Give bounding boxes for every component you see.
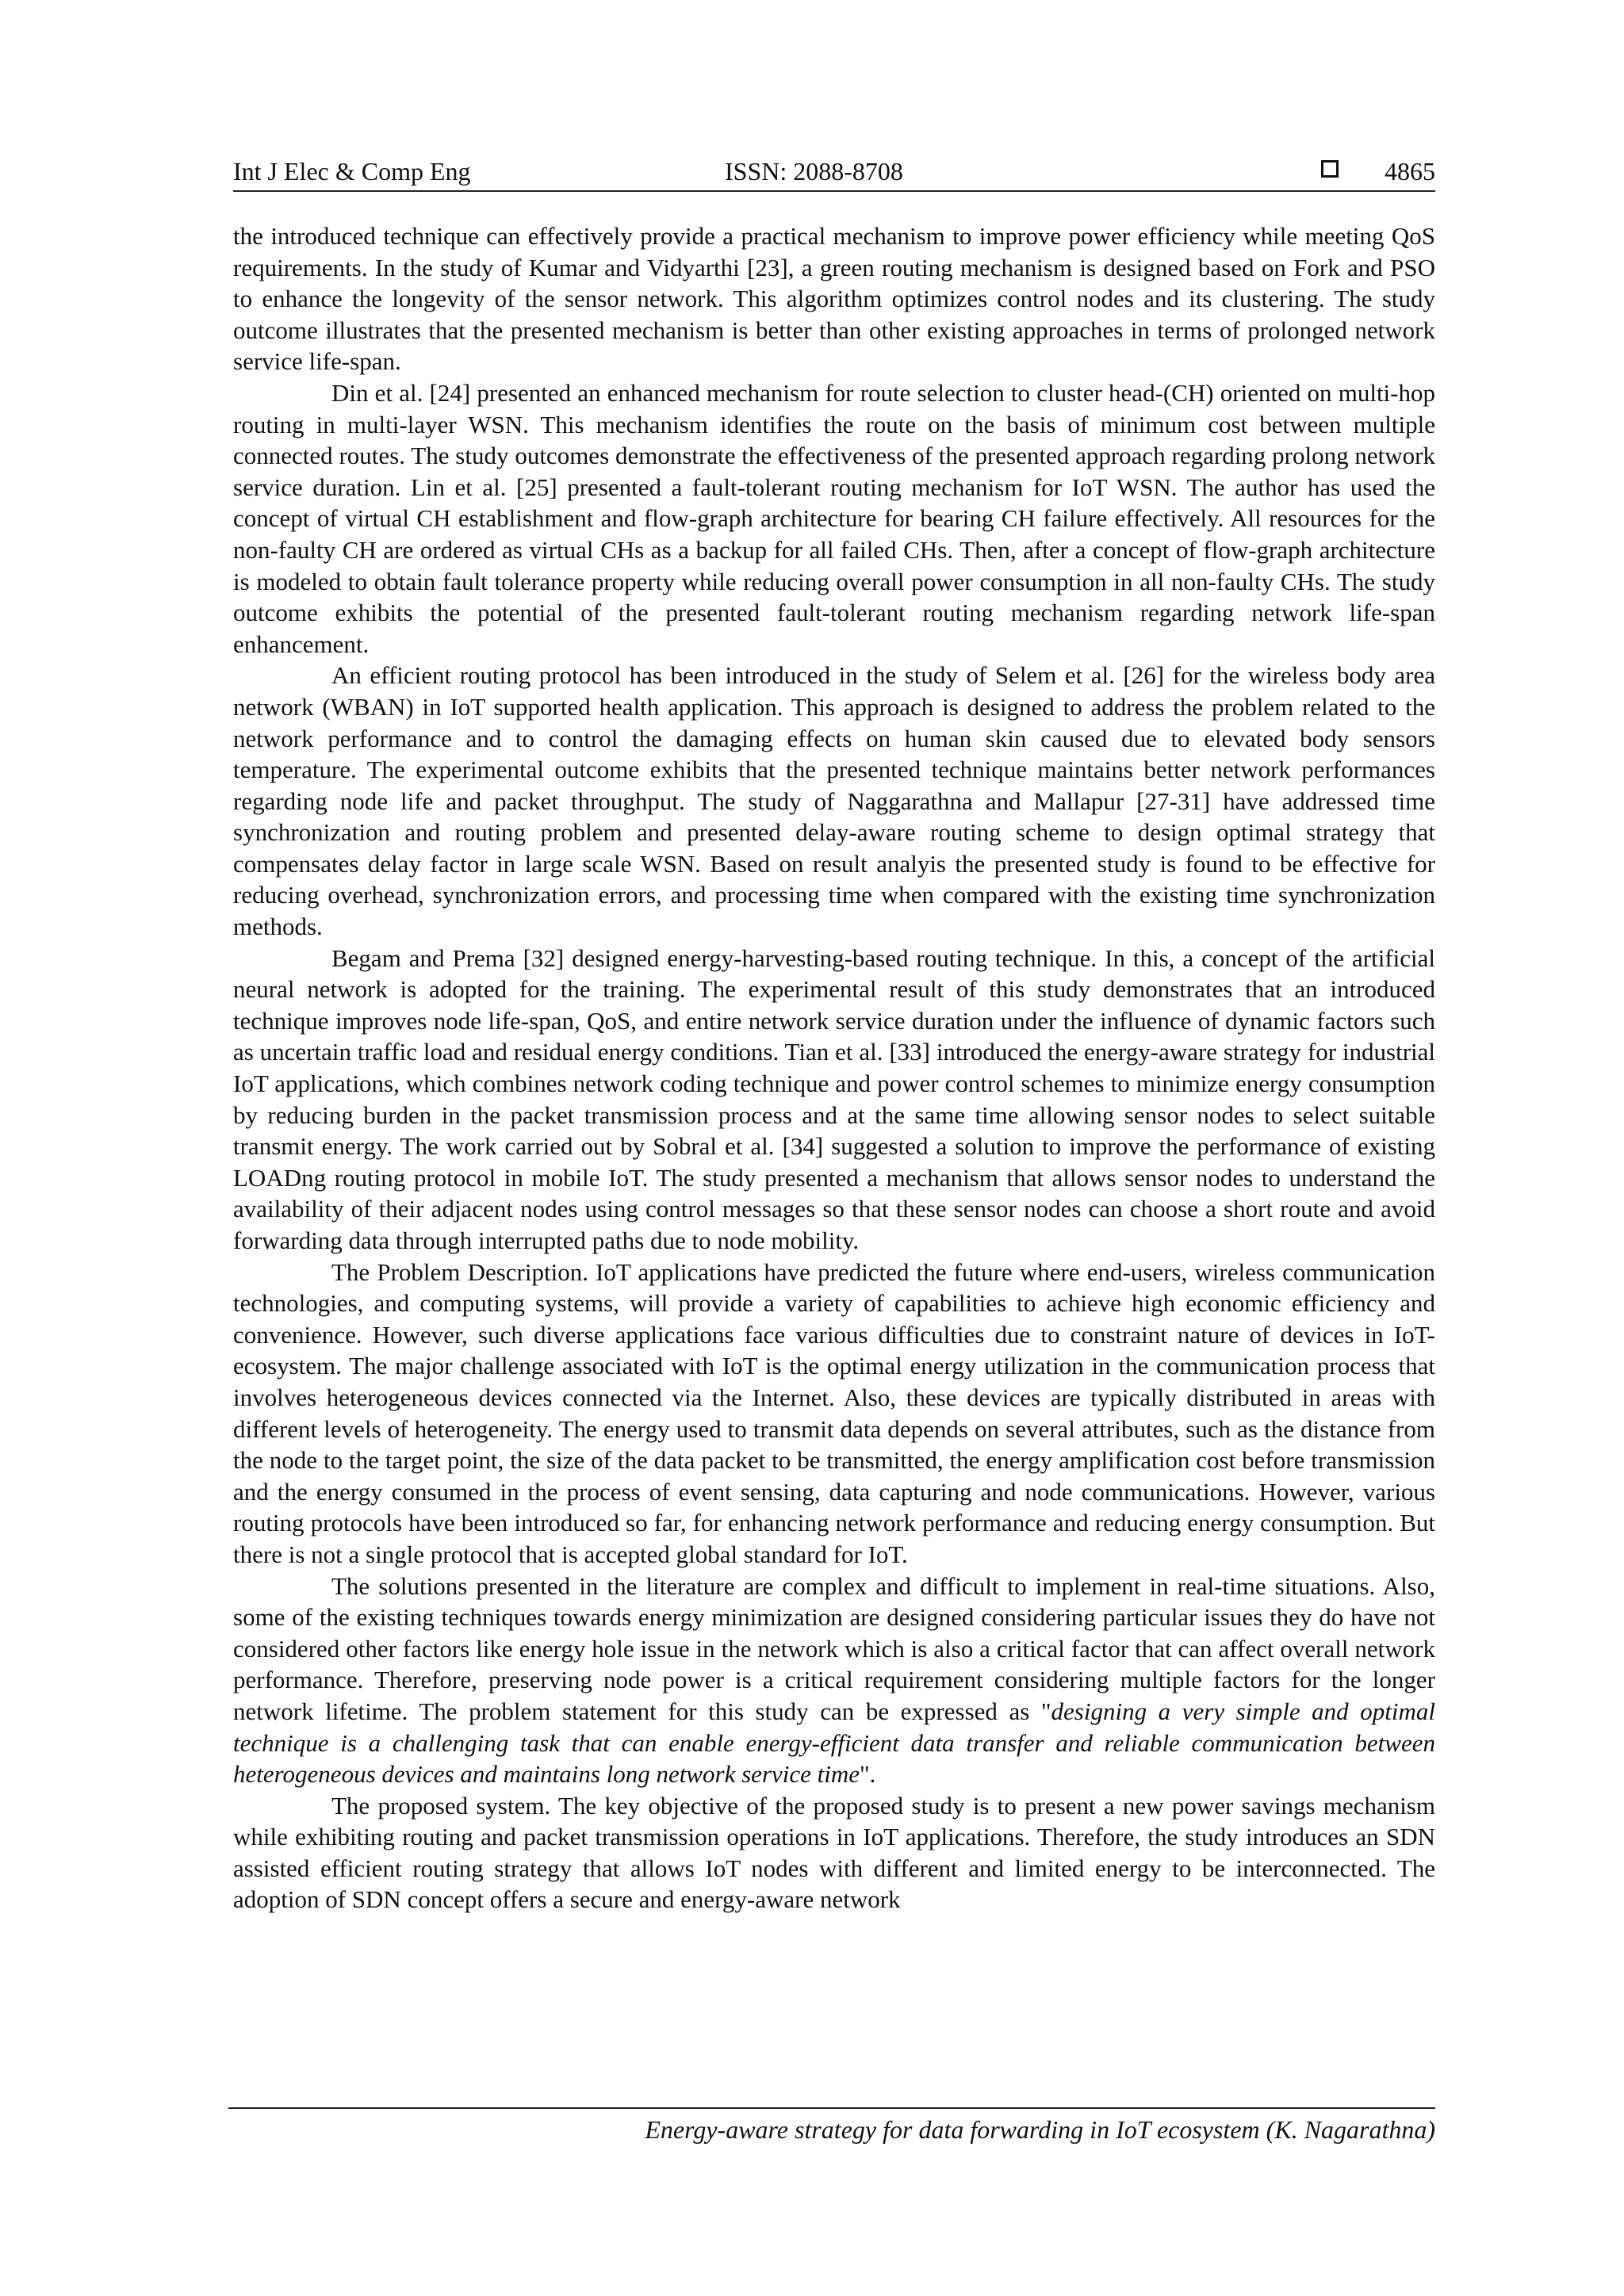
journal-name: Int J Elec & Comp Eng bbox=[233, 157, 471, 186]
paragraph-3: An efficient routing protocol has been introduced in the study of Selem et al. [26] for the wireless body area network (WBAN) in IoT supported health application. This approach is designed to address the problem related to the network performance and to control the damaging effects on human skin caused due to elevated body sensors temperature. The experimental outcome exhibits that the presented technique maintains better network performances regarding node life and packet throughput. The study of Naggarathna and Mallapur [27-31] have addressed time synchronization and routing problem and presented delay-aware routing scheme to design optimal strategy that compensates delay factor in large scale WSN. Based on result analyis the presented study is found to be effective for reducing overhead, synchronization errors, and processing time when compared with the existing time synchronization methods. bbox=[233, 661, 1435, 941]
footer-divider bbox=[228, 2107, 1435, 2109]
running-title: Energy-aware strategy for data forwarding in IoT ecosystem (K. Nagarathna) bbox=[645, 2115, 1435, 2144]
issn: ISSN: 2088-8708 bbox=[725, 157, 903, 186]
paragraph-6-end: ". bbox=[860, 1760, 876, 1789]
page-header bbox=[233, 155, 1435, 193]
hollow-square-icon bbox=[1321, 160, 1339, 178]
body-text bbox=[233, 220, 1435, 1915]
problem-statement-quote: designing a very simple and optimal technique is a challenging task that can enable energy-efficient data transfer and reliable communication between heterogeneous devices and maintains long network service time bbox=[233, 1697, 1435, 1789]
paragraph-4: Begam and Prema [32] designed energy-harvesting-based routing technique. In this, a concept of the artificial neural network is adopted for the training. The experimental result of this study demonstrates that an introduced technique improves node life-span, QoS, and entire network service duration under the influence of dynamic factors such as uncertain traffic load and residual energy conditions. Tian et al. [33] introduced the energy-aware strategy for industrial IoT applications, which combines network coding technique and power control schemes to minimize energy consumption by reducing burden in the packet transmission process and at the same time allowing sensor nodes to select suitable transmit energy. The work carried out by Sobral et al. [34] suggested a solution to improve the performance of existing LOADng routing protocol in mobile IoT. The study presented a mechanism that allows sensor nodes to understand the availability of their adjacent nodes using control messages so that these sensor nodes can choose a short route and avoid forwarding data through interrupted paths due to node mobility. bbox=[233, 943, 1435, 1254]
paragraph-1: the introduced technique can effectively provide a practical mechanism to improve power efficiency while meeting QoS requirements. In the study of Kumar and Vidyarthi [23], a green routing mechanism is designed based on Fork and PSO to enhance the longevity of the sensor network. This algorithm optimizes control nodes and its clustering. The study outcome illustrates that the presented mechanism is better than other existing approaches in terms of prolonged network service life-span. bbox=[233, 222, 1435, 376]
paragraph-6 bbox=[233, 1571, 1435, 1790]
page-number: 4865 bbox=[1385, 157, 1435, 186]
paragraph-2: Din et al. [24] presented an enhanced mechanism for route selection to cluster head-(CH) oriented on multi-hop routing in multi-layer WSN. This mechanism identifies the route on the basis of minimum cost between multiple connected routes. The study outcomes demonstrate the effectiveness of the presented approach regarding prolong network service duration. Lin et al. [25] presented a fault-tolerant routing mechanism for IoT WSN. The author has used the concept of virtual CH establishment and flow-graph architecture for bearing CH failure effectively. All resources for the non-faulty CH are ordered as virtual CHs as a backup for all failed CHs. Then, after a concept of flow-graph architecture is modeled to obtain fault tolerance property while reducing overall power consumption in all non-faulty CHs. The study outcome exhibits the potential of the presented fault-tolerant routing mechanism regarding network life-span enhancement. bbox=[233, 378, 1435, 658]
paragraph-5: The Problem Description. IoT applications have predicted the future where end-users, wireless communication technologies, and computing systems, will provide a variety of capabilities to achieve high economic efficiency and convenience. However, such diverse applications face various difficulties due to constraint nature of devices in IoT-ecosystem. The major challenge associated with IoT is the optimal energy utilization in the communication process that involves heterogeneous devices connected via the Internet. Also, these devices are typically distributed in areas with different levels of heterogeneity. The energy used to transmit data depends on several attributes, such as the distance from the node to the target point, the size of the data packet to be transmitted, the energy amplification cost before transmission and the energy consumed in the process of event sensing, data capturing and node communications. However, various routing protocols have been introduced so far, for enhancing network performance and reducing energy consumption. But there is not a single protocol that is accepted global standard for IoT. bbox=[233, 1257, 1435, 1568]
paragraph-6-text: The solutions presented in the literature are complex and difficult to implement in real-time situations. Also, some of the existing techniques towards energy minimization are designed considering particular issues they do have not considered other factors like energy hole issue in the network which is also a critical factor that can affect overall network performance. Therefore, preserving node power is a critical requirement considering multiple factors for the longer network lifetime. The problem statement for this study can be expressed as " bbox=[233, 1571, 1435, 1725]
header-divider bbox=[233, 190, 1435, 192]
paragraph-7: The proposed system. The key objective of the proposed study is to present a new power savings mechanism while exhibiting routing and packet transmission operations in IoT applications. Therefore, the study introduces an SDN assisted efficient routing strategy that allows IoT nodes with different and limited energy to be interconnected. The adoption of SDN concept offers a secure and energy-aware network bbox=[233, 1791, 1435, 1914]
